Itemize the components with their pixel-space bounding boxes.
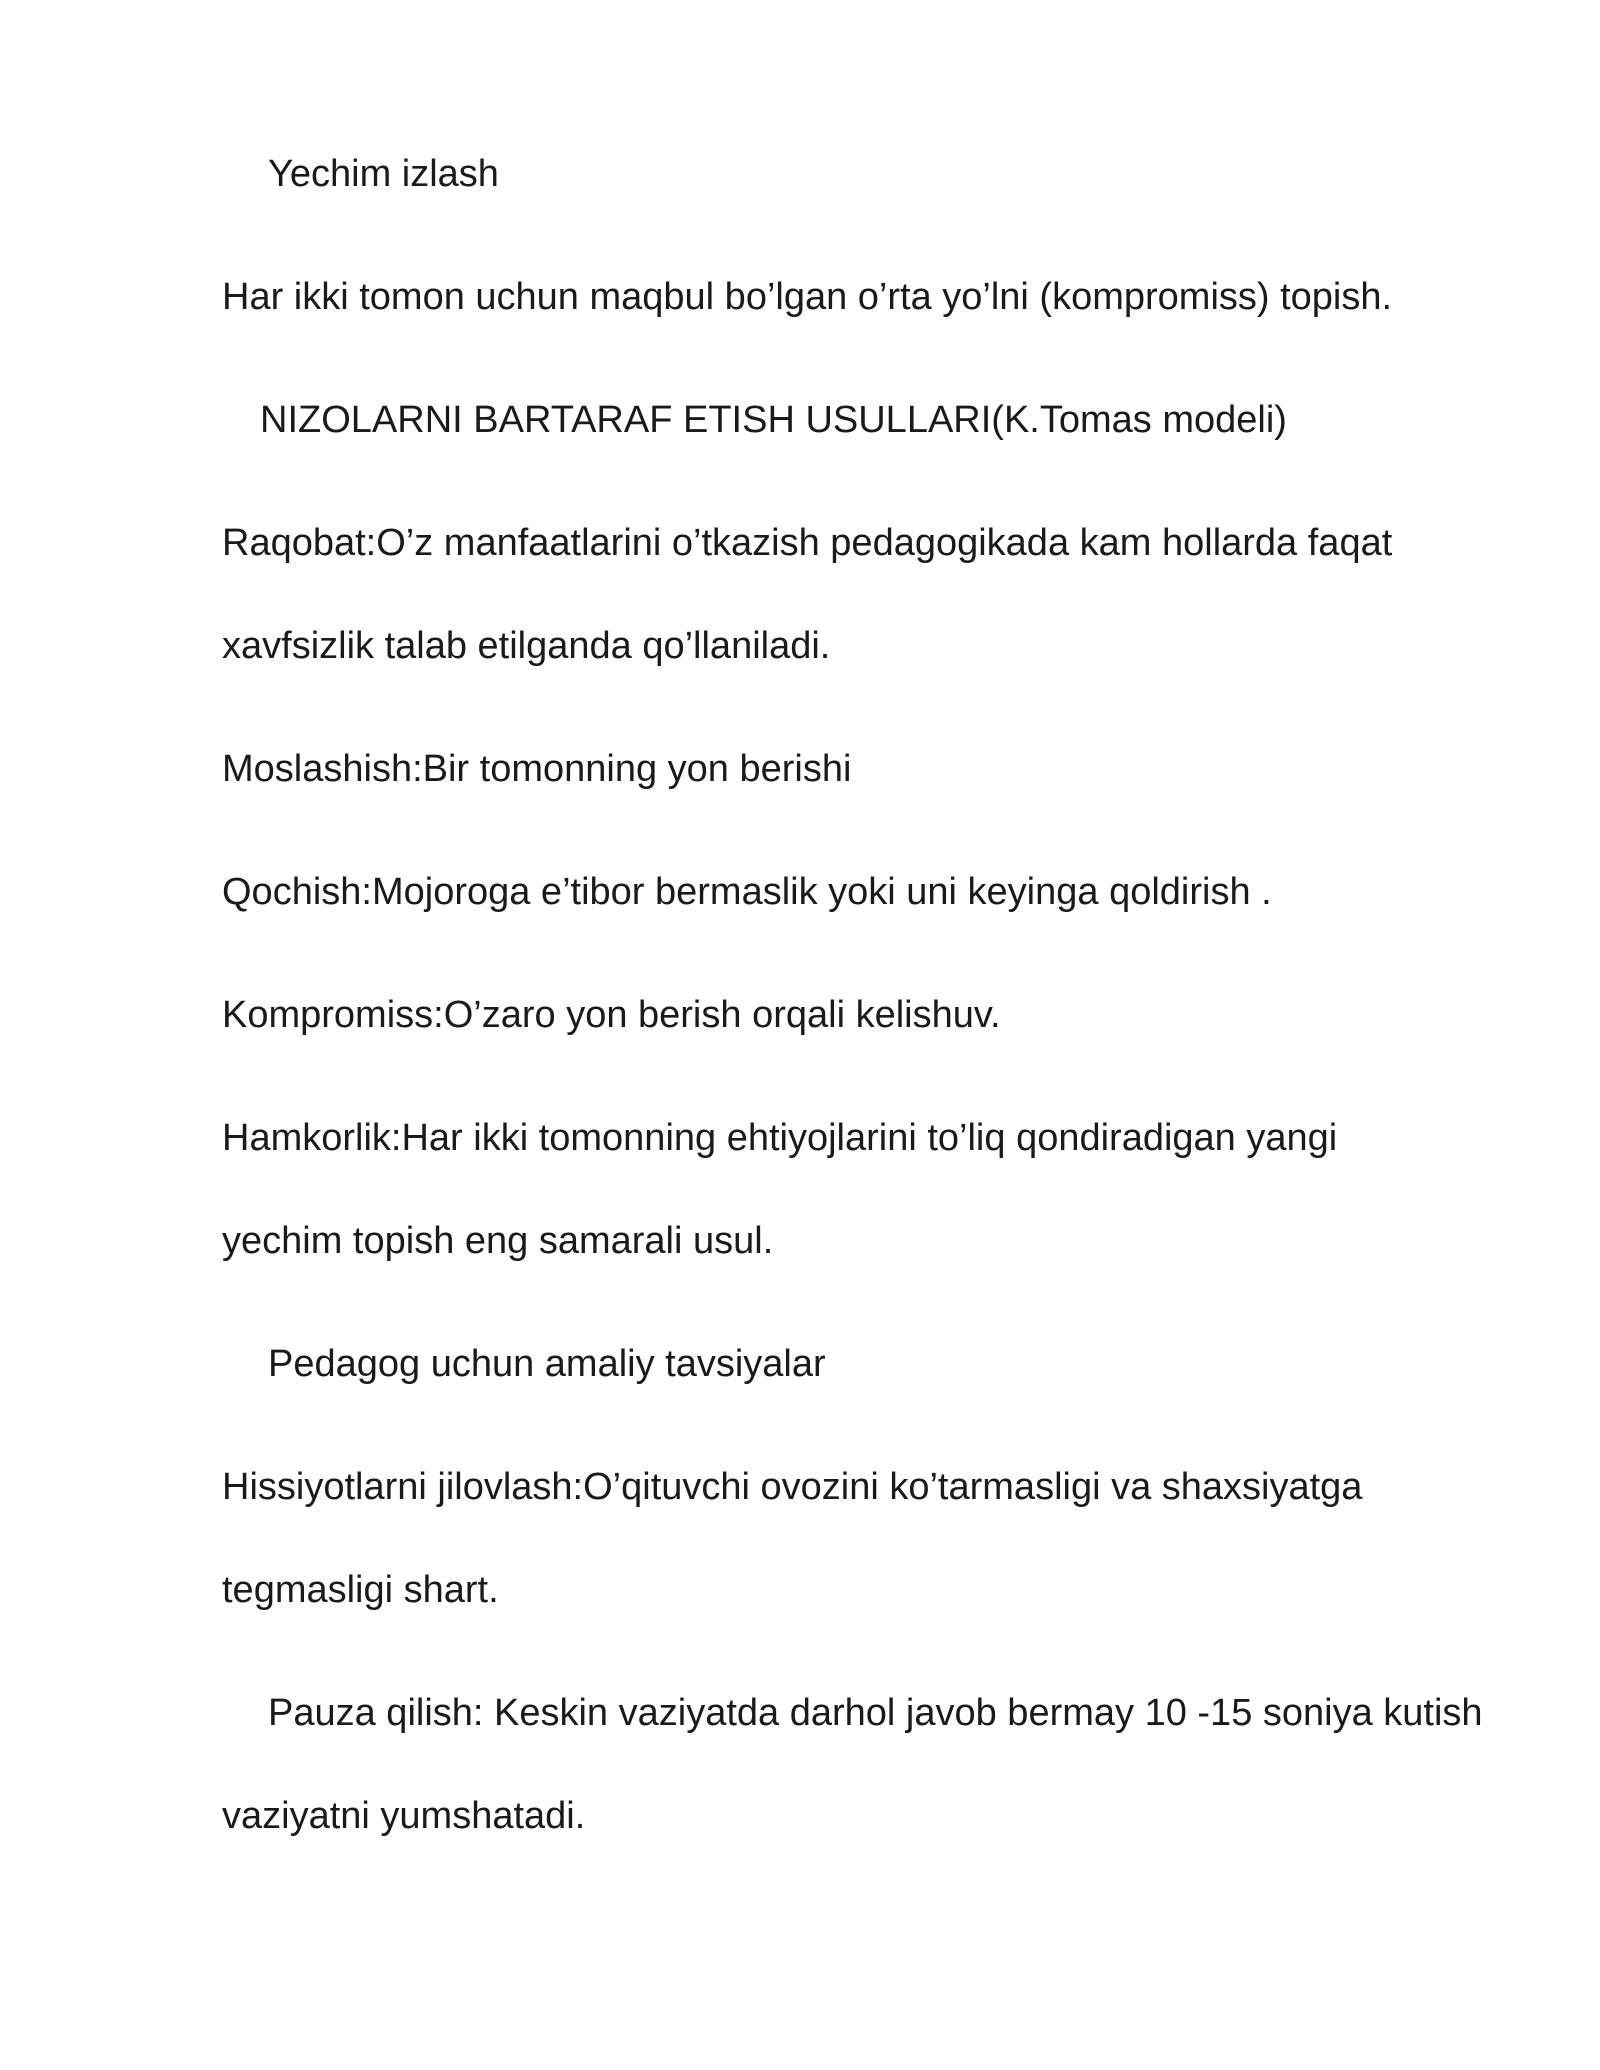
paragraph-line: Qochish:Mojoroga e’tibor bermaslik yoki uni keyinga qoldirish . xyxy=(222,871,1272,913)
section-heading-pedagog: Pedagog uchun amaliy tavsiyalar xyxy=(268,1343,826,1385)
section-heading-nizolarni: NIZOLARNI BARTARAF ETISH USULLARI(K.Tomas modeli) xyxy=(260,399,1287,441)
paragraph-line: Kompromiss:O’zaro yon berish orqali kelishuv. xyxy=(222,994,1001,1036)
paragraph-line: xavfsizlik talab etilganda qo’llaniladi. xyxy=(222,625,831,667)
paragraph-line: Hissiyotlarni jilovlash:O’qituvchi ovozini ko’tarmasligi va shaxsiyatga xyxy=(222,1466,1363,1508)
section-heading-yechim: Yechim izlash xyxy=(268,153,499,195)
paragraph-line: Hamkorlik:Har ikki tomonning ehtiyojlarini to’liq qondiradigan yangi xyxy=(222,1117,1338,1159)
paragraph-line: Pauza qilish: Keskin vaziyatda darhol javob bermay 10 -15 soniya kutish xyxy=(268,1692,1483,1734)
paragraph-line: yechim topish eng samarali usul. xyxy=(222,1220,774,1262)
paragraph-line: Har ikki tomon uchun maqbul bo’lgan o’rta yo’lni (kompromiss) topish. xyxy=(222,276,1393,318)
paragraph-line: Moslashish:Bir tomonning yon berishi xyxy=(222,748,852,790)
paragraph-line: Raqobat:O’z manfaatlarini o’tkazish pedagogikada kam hollarda faqat xyxy=(222,522,1393,564)
paragraph-line: tegmasligi shart. xyxy=(222,1569,499,1611)
paragraph-line: vaziyatni yumshatadi. xyxy=(222,1795,586,1837)
